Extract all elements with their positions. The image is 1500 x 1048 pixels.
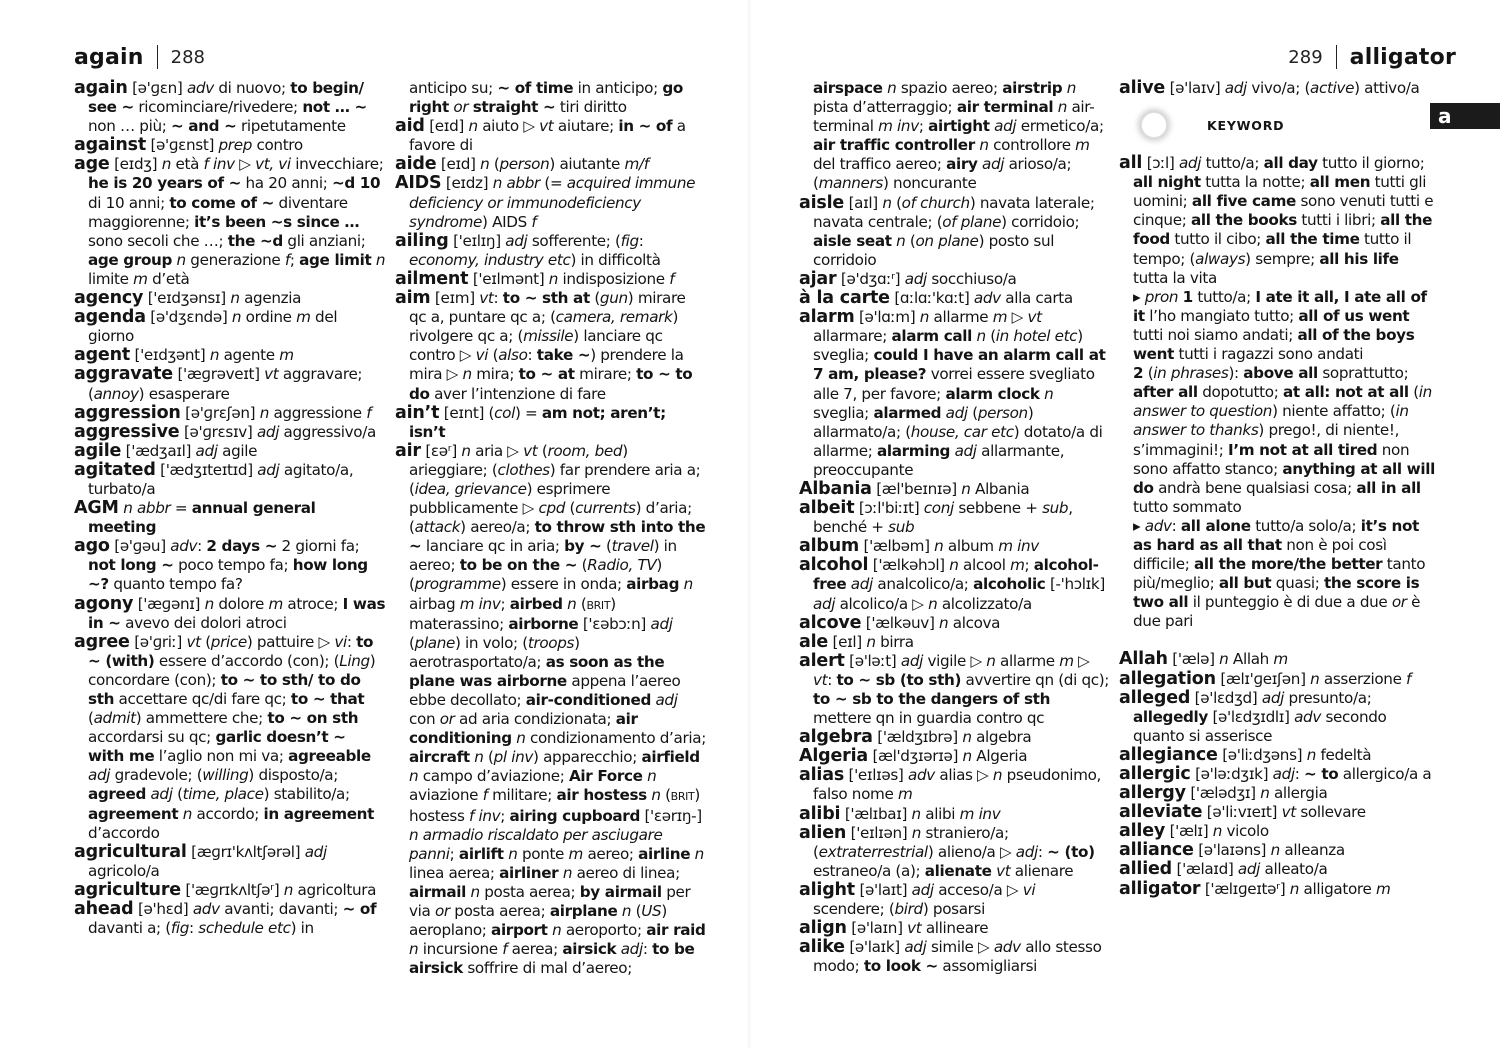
keyword-circle-icon — [1141, 112, 1167, 138]
dictionary-entry: alert [ə'ləːt] adj vigile ▷ n allarme m ▷ vt: to ~ sb (to sth) avvertire qn (di qc); to ~ sb to the dangers of sth mettere qn in guardia contro qc — [799, 650, 1110, 728]
right-running-head — [1288, 40, 1456, 74]
entry-subsense: ▸ adv: all alone tutto/a solo/a; it’s not as hard as all that non è poi così difficile; all the more/the better tanto più/meglio; all but quasi; the score is two all il punteggio è di due a due or è due pari — [1133, 516, 1426, 631]
dictionary-entry: algebra ['ældʒɪbrə] n algebra — [799, 727, 1032, 748]
dictionary-entry: agitated ['ædʒɪteɪtɪd] adj agitato/a, turbato/a — [74, 459, 354, 498]
left-running-head — [74, 40, 205, 74]
entry-subsense: ▸ pron 1 tutto/a; I ate it all, I ate all of it l’ho mangiato tutto; all of us went tutti noi siamo andati; all of the boys went tutti i ragazzi sono andati — [1133, 287, 1427, 364]
dictionary-entry: Albania [æl'beɪnɪə] n Albania — [799, 478, 1030, 499]
dictionary-entry: aggressive [ə'ɡrɛsɪv] adj aggressivo/a — [74, 421, 376, 442]
dictionary-entry: ahead [ə'hɛd] adv avanti; davanti; ~ of davanti a; (fig: schedule etc) in — [74, 899, 377, 938]
dictionary-entry: ailing ['eɪlɪŋ] adj sofferente; (fig: economy, industry etc) in difficoltà — [395, 230, 661, 269]
dictionary-entry: alarm [ə'lɑːm] n allarme m ▷ vt allarmare; alarm call n (in hotel etc) sveglia; could I have an alarm call at 7 am, please? vorrei essere svegliato alle 7, per favore; alarm clock n sveglia; alarmed adj (person) allarmato/a; (house, car etc) dotato/a di allarme; alarming adj allarmante, preoccupante — [799, 307, 1106, 479]
right-guide-word: alligator — [1349, 44, 1456, 70]
dictionary-entry: aggression [ə'ɡrɛʃən] n aggressione f — [74, 402, 372, 423]
dictionary-entry: agency ['eɪdʒənsɪ] n agenzia — [74, 288, 302, 309]
dictionary-entry: allergy ['ælədʒɪ] n allergia — [1119, 783, 1328, 804]
dictionary-entry: ailment ['eɪlmənt] n indisposizione f — [395, 268, 675, 289]
dictionary-entry: aim [eɪm] vt: to ~ sth at (gun) mirare qc a, puntare qc a; (camera, remark) rivolgere qc a; (missile) lanciare qc contro ▷ vi (also: take ~) prendere la mira ▷ n mira; to ~ at mirare; to ~ to do aver l’intenzione di fare — [395, 288, 693, 403]
dictionary-entry: Allah ['ælə] n Allah m — [1119, 649, 1288, 670]
dictionary-entry: age [eɪdʒ] n età f inv ▷ vt, vi invecchiare; he is 20 years of ~ ha 20 anni; ~d 10 di 10 anni; to come of ~ diventare maggiorenne; it’s been ~s since … sono secoli che …; the ~d gli anziani; age group n generazione f; age limit n limite m d’età — [74, 154, 386, 288]
dictionary-entry: alight [ə'laɪt] adj acceso/a ▷ vi scendere; (bird) posarsi — [799, 879, 1036, 919]
keyword-marker — [1141, 106, 1435, 144]
dictionary-entry: aid [eɪd] n aiuto ▷ vt aiutare; in ~ of a favore di — [395, 116, 686, 155]
running-head-divider — [157, 45, 158, 69]
dictionary-entry: ain’t [eɪnt] (col) = am not; aren’t; isn’t — [395, 402, 666, 441]
dictionary-entry: allied ['ælaɪd] adj alleato/a — [1119, 859, 1328, 880]
dictionary-entry: alligator ['ælɪɡeɪtəʳ] n alligatore m — [1119, 878, 1391, 899]
dictionary-entry: aisle [aɪl] n (of church) navata laterale; navata centrale; (of plane) corridoio; aisle seat n (on plane) posto sul corridoio — [799, 192, 1095, 269]
dictionary-entry: agricultural [æɡrɪ'kʌltʃərəl] adj agricolo/a — [74, 841, 327, 880]
entry-continuation: anticipo su; ~ of time in anticipo; go right or straight ~ tiri diritto — [409, 79, 683, 117]
dictionary-entry: alleged [ə'lɛdʒd] adj presunto/a; allegedly [ə'lɛdʒɪdlɪ] adv secondo quanto si asserisce — [1119, 687, 1387, 745]
dictionary-entry: album ['ælbəm] n album m inv — [799, 536, 1039, 557]
dictionary-entry: AIDS [eɪdz] n abbr (= acquired immune deficiency or immunodeficiency syndrome) AIDS f — [395, 173, 696, 231]
dictionary-column — [74, 79, 386, 938]
dictionary-entry: all [ɔːl] adj tutto/a; all day tutto il giorno; all night tutta la notte; all men tutti gli uomini; all five came sono venuti tutti e cinque; all the books tutti i libri; all the food tutto il cibo; all the time tutto il tempo; (always) sempre; all his life tutta la vita — [1119, 153, 1434, 287]
right-page-number: 289 — [1288, 46, 1323, 68]
dictionary-entry: alcohol ['ælkəhɔl] n alcool m; alcohol-free adj analcolico/a; alcoholic [-'hɔlɪk] adj alcolico/a ▷ n alcolizzato/a — [799, 555, 1105, 613]
left-page-number: 288 — [170, 46, 206, 68]
dictionary-entry: alive [ə'laɪv] adj vivo/a; (active) attivo/a — [1119, 78, 1420, 98]
dictionary-entry: align [ə'laɪn] vt allineare — [799, 918, 989, 939]
thumb-index-tab — [1430, 103, 1500, 129]
entry-continuation: airspace n spazio aereo; airstrip n pista d’atterraggio; air terminal n air-terminal m inv; airtight adj ermetico/a; air traffic controller n controllore m del traffico aereo; airy adj arioso/a; (manners) noncurante — [813, 79, 1104, 193]
dictionary-entry: ajar [ə'dʒɑːʳ] adj socchiuso/a — [799, 268, 1017, 289]
left-guide-word: again — [74, 44, 144, 70]
dictionary-entry: alley ['ælɪ] n vicolo — [1119, 821, 1269, 842]
dictionary-entry: aggravate ['æɡrəveɪt] vt aggravare; (annoy) esasperare — [74, 364, 363, 403]
dictionary-entry: AGM n abbr = annual general meeting — [74, 498, 316, 537]
dictionary-entry: agent ['eɪdʒənt] n agente m — [74, 345, 294, 366]
running-head-divider — [1336, 45, 1337, 69]
dictionary-entry: allegiance [ə'liːdʒəns] n fedeltà — [1119, 744, 1372, 765]
dictionary-entry: alike [ə'laɪk] adj simile ▷ adv allo stesso modo; to look ~ assomigliarsi — [799, 937, 1102, 976]
dictionary-entry: agile ['ædʒaɪl] adj agile — [74, 440, 258, 461]
keyword-label: KEYWORD — [1207, 117, 1285, 133]
dictionary-entry: air [ɛəʳ] n aria ▷ vt (room, bed) arieggiare; (clothes) far prendere aria a; (idea, grievance) esprimere pubblicamente ▷ cpd (currents) d’aria; (attack) aereo/a; to throw sth into the ~ lanciare qc in aria; by ~ (travel) in aereo; to be on the ~ (Radio, TV) (programme) essere in onda; airbag n airbag m inv; airbed n (BRIT) materassino; airborne ['ɛəbɔːn] adj (plane) in volo; (troops) aerotrasportato/a; as soon as the plane was airborne appena l’aereo ebbe decollato; air-conditioned adj con or ad aria condizionata; air conditioning n condizionamento d’aria; aircraft n (pl inv) apparecchio; airfield n campo d’aviazione; Air Force n aviazione f militare; air hostess n (BRIT) hostess f inv; airing cupboard ['ɛərɪŋ-] n armadio riscaldato per asciugare panni; airlift n ponte m aereo; airline n linea aerea; airliner n aereo di linea; airmail n posta aerea; by airmail per via or posta aerea; airplane n (US) aeroplano; airport n aeroporto; air raid n incursione f aerea; airsick adj: to be airsick soffrire di mal d’aereo; — [395, 440, 706, 978]
dictionary-entry: Algeria [æl'dʒɪərɪə] n Algeria — [799, 746, 1028, 767]
dictionary-entry: alias ['eɪlɪəs] adv alias ▷ n pseudonimo, falso nome m — [799, 765, 1101, 804]
dictionary-entry: albeit [ɔːl'biːɪt] conj sebbene + sub, benché + sub — [799, 498, 1073, 537]
dictionary-entry: à la carte [ɑːlɑː'kɑːt] adv alla carta — [799, 288, 1073, 309]
dictionary-column — [395, 79, 707, 978]
dictionary-entry: alleviate [ə'liːvɪeɪt] vt sollevare — [1119, 802, 1366, 823]
right-page — [750, 0, 1500, 1048]
dictionary-column — [799, 79, 1111, 976]
dictionary-entry: again [ə'ɡɛn] adv di nuovo; to begin/ see ~ ricominciare/rivedere; not … ~ non … più; ~ and ~ ripetutamente — [74, 78, 367, 136]
dictionary-entry: against [ə'ɡɛnst] prep contro — [74, 135, 303, 156]
thumb-index-letter: a — [1438, 104, 1452, 128]
entry-spacer — [1119, 631, 1435, 650]
dictionary-entry: ale [eɪl] n birra — [799, 631, 914, 652]
dictionary-entry: agree [ə'ɡriː] vt (price) pattuire ▷ vi: to ~ (with) essere d’accordo (con); (Ling) concordare (con); to ~ to sth/ to do sth accettare qc/di fare qc; to ~ that (admit) ammettere che; to ~ on sth accordarsi su qc; garlic doesn’t ~ with me l’aglio non mi va; agreeable adj gradevole; (willing) disposto/a; agreed adj (time, place) stabilito/a; agreement n accordo; in agreement d’accordo — [74, 631, 376, 842]
dictionary-entry: aide [eɪd] n (person) aiutante m/f — [395, 154, 649, 175]
dictionary-entry: alien ['eɪlɪən] n straniero/a; (extraterrestrial) alieno/a ▷ adj: ~ (to) estraneo/a (a); alienate vt alienare — [799, 822, 1095, 880]
dictionary-entry: agony ['æɡənɪ] n dolore m atroce; I was in ~ avevo dei dolori atroci — [74, 593, 386, 632]
dictionary-column — [1119, 79, 1435, 899]
dictionary-entry: agenda [ə'dʒɛndə] n ordine m del giorno — [74, 307, 338, 346]
dictionary-entry: alliance [ə'laɪəns] n alleanza — [1119, 840, 1345, 861]
dictionary-entry: alibi ['ælɪbaɪ] n alibi m inv — [799, 803, 1001, 824]
dictionary-entry: alcove ['ælkəuv] n alcova — [799, 612, 1001, 633]
dictionary-entry: agriculture ['æɡrɪkʌltʃəʳ] n agricoltura — [74, 879, 377, 900]
entry-subsense: 2 (in phrases): above all soprattutto; after all dopotutto; at all: not at all (in answer to question) niente affatto; (in answer to thanks) prego!, di niente!, s’immagini!; I’m not at all tired non sono affatto stanco; anything at all will do andrà bene qualsiasi cosa; all in all tutto sommato — [1133, 364, 1435, 516]
dictionary-entry: allegation [ælɪ'ɡeɪʃən] n asserzione f — [1119, 668, 1412, 689]
dictionary-entry: ago [ə'ɡəu] adv: 2 days ~ 2 giorni fa; not long ~ poco tempo fa; how long ~? quanto tempo fa? — [74, 536, 368, 594]
dictionary-entry: allergic [ə'ləːdʒɪk] adj: ~ to allergico/a a — [1119, 764, 1432, 784]
